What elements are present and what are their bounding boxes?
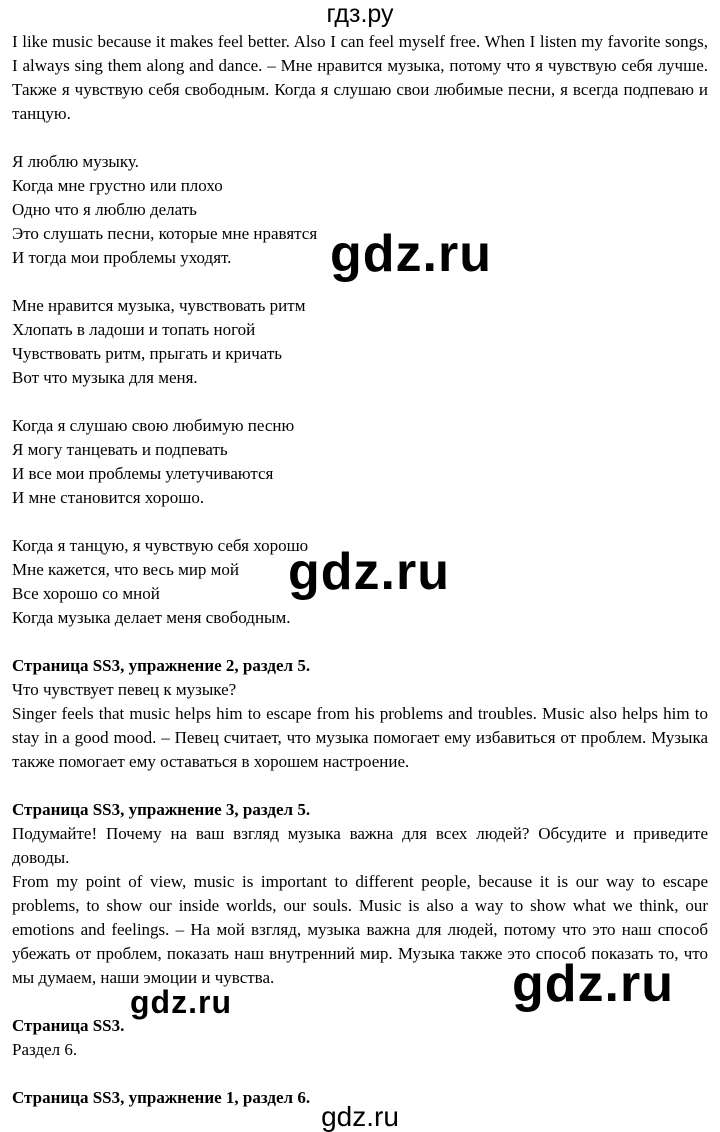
footer-logo: gdz.ru [321,1101,399,1132]
poem-line: Мне кажется, что весь мир мой [12,560,240,579]
exercise-2-question: Что чувствует певец к музыке? [12,680,237,699]
exercise-3-answer: From my point of view, music is important to different people, because it is our way to escape problems, to show our inside worlds, our souls. Music is also a way to show what we think, our emotions and feelings. – На мой взгляд, музыка важна для людей, потому что это наш способ убежать от проблем, показать наш внутренний мир. Музыка также это способ показать то, что мы думаем, наши эмоции и чувства. [12,872,708,987]
watermark-logo: gdz.ru [330,225,492,283]
poem-stanza-3 [12,414,708,510]
poem-line: Хлопать в ладоши и топать ногой [12,320,256,339]
poem-line: Я могу танцевать и подпевать [12,440,228,459]
site-header: гдз.ру [326,0,394,28]
exercise-3-heading: Страница SS3, упражнение 3, раздел 5. [12,800,311,819]
watermark-logo: gdz.ru [288,543,450,601]
exercise-2-heading: Страница SS3, упражнение 2, раздел 5. [12,656,311,675]
poem-line: Все хорошо со мной [12,584,160,603]
poem-line: Это слушать песни, которые мне нравятся [12,224,318,243]
poem-line: Когда мне грустно или плохо [12,176,223,195]
exercise-3-question: Подумайте! Почему на ваш взгляд музыка важна для всех людей? Обсудите и приведите доводы. [12,824,708,867]
poem-line: Когда я танцую, я чувствую себя хорошо [12,536,309,555]
watermark-logo: gdz.ru [130,984,232,1020]
exercise-1-section-6-heading: Страница SS3, упражнение 1, раздел 6. [12,1088,311,1107]
poem-line: И тогда мои проблемы уходят. [12,248,232,267]
poem-line: Одно что я люблю делать [12,200,197,219]
poem-line: И мне становится хорошо. [12,488,205,507]
poem-stanza-2 [12,294,708,390]
section-6-heading: Страница SS3. [12,1016,125,1035]
poem-line: Я люблю музыку. [12,152,139,171]
poem-line: Мне нравится музыка, чувствовать ритм [12,296,306,315]
poem-line: Чувствовать ритм, прыгать и кричать [12,344,283,363]
exercise-2-answer: Singer feels that music helps him to escape from his problems and troubles. Music also helps him to stay in a good mood. – Певец считает, что музыка помогает ему избавиться от проблем. Музыка также помогает ему оставаться в хорошем настроение. [12,704,708,771]
intro-paragraph: I like music because it makes feel better. Also I can feel myself free. When I listen my favorite songs, I always sing them along and dance. – Мне нравится музыка, потому что я чувствую себя лучше. Также я чувствую себя свободным. Когда я слушаю свои любимые песни, я всегда подпеваю и танцую. [12,32,708,123]
section-6-label: Раздел 6. [12,1040,78,1059]
poem-line: Вот что музыка для меня. [12,368,198,387]
watermark-logo: gdz.ru [512,955,674,1013]
poem-line: И все мои проблемы улетучиваются [12,464,274,483]
poem-line: Когда я слушаю свою любимую песню [12,416,295,435]
poem-line: Когда музыка делает меня свободным. [12,608,291,627]
